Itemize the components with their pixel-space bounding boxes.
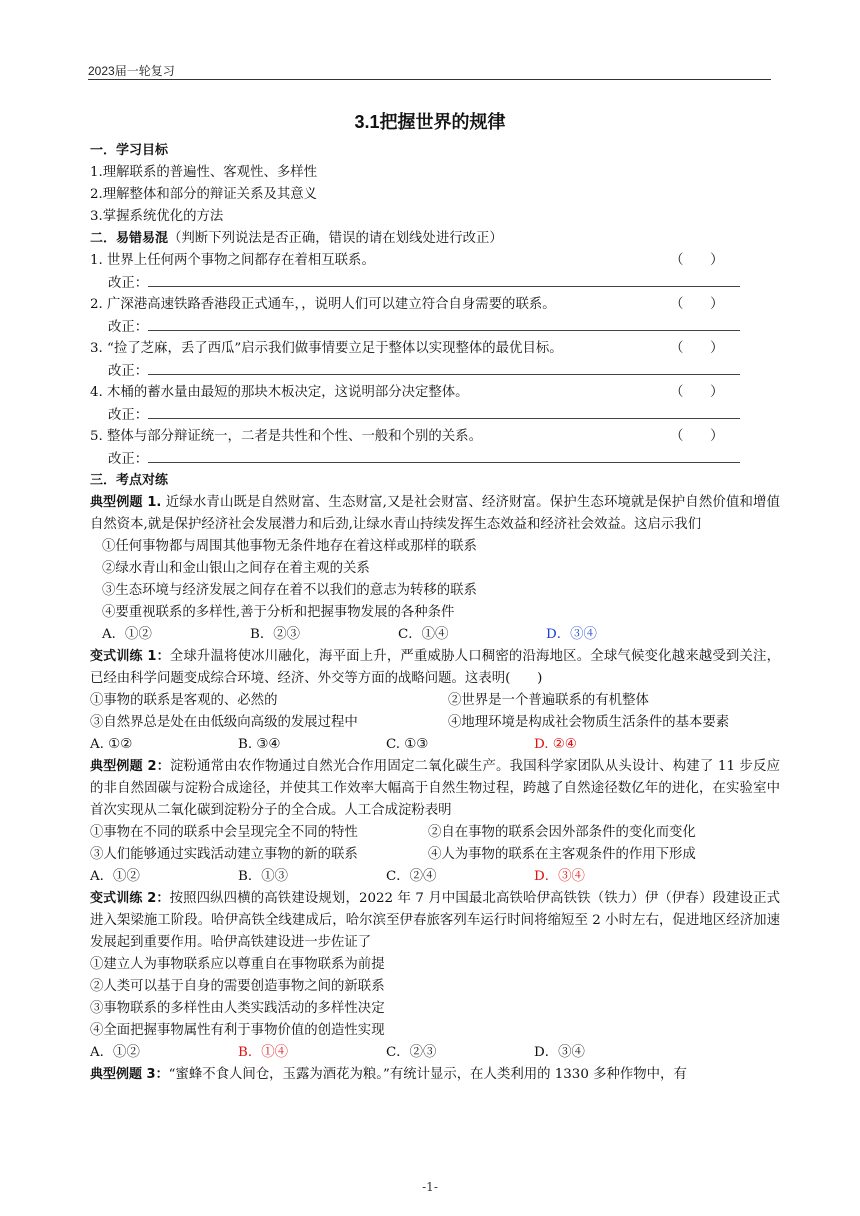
- statement-item: ③人们能够通过实践活动建立事物的新的联系: [90, 847, 358, 862]
- judge-statement: 1. 世界上任何两个事物之间都存在着相互联系。: [90, 253, 375, 268]
- correction-row: [90, 360, 780, 382]
- section-heading-mistakes-row: [90, 228, 780, 250]
- correction-label: 改正：: [108, 408, 149, 423]
- option-d[interactable]: D．③④: [534, 1045, 585, 1060]
- correction-label: 改正：: [108, 320, 149, 335]
- training-label: 变式训练 1：: [90, 649, 170, 664]
- example-text: 近绿水青山既是自然财富、生态财富,又是社会财富、经济财富。保护生态环境就是保护自然价值和增值自然资本,就是保护经济社会发展潜力和后劲,让绿水青山持续发挥生态效益和经济社会效益。这启示我们: [90, 495, 780, 532]
- correction-blank[interactable]: [148, 360, 740, 375]
- running-header: 2023届一轮复习: [88, 64, 175, 78]
- options-row: [90, 1042, 780, 1064]
- option-a[interactable]: A．①②: [90, 869, 140, 884]
- option-b[interactable]: B．①③: [238, 869, 289, 884]
- document-body: [90, 140, 780, 1086]
- judge-item: [90, 338, 780, 360]
- example-3-stem: [90, 1064, 780, 1086]
- section-heading-mistakes: 二．易错易混: [90, 231, 169, 246]
- example-1-stem: [90, 492, 780, 536]
- judge-statement: 2. 广深港高速铁路香港段正式通车，，说明人们可以建立符合自身需要的联系。: [90, 297, 556, 312]
- statement-item: ④人为事物的联系在主客观条件的作用下形成: [428, 847, 696, 862]
- section-heading-practice: 三．考点对练: [90, 473, 169, 488]
- page-number: -1-: [422, 1180, 438, 1194]
- example-text: “蜜蜂不食人间仓，玉露为酒花为粮。”有统计显示，在人类利用的 1330 多种作物中，有: [168, 1067, 687, 1082]
- statement-item: ②人类可以基于自身的需要创造事物之间的新联系: [90, 979, 385, 994]
- header-rule: [88, 79, 771, 80]
- answer-paren[interactable]: （ ）: [670, 385, 724, 400]
- option-b-answer[interactable]: B．①④: [238, 1045, 289, 1060]
- correction-blank[interactable]: [148, 404, 740, 419]
- correction-row: [90, 272, 780, 294]
- objective-item: 3.掌握系统优化的方法: [90, 209, 224, 224]
- statement-item: ②自在事物的联系会因外部条件的变化而变化: [428, 825, 696, 840]
- answer-paren[interactable]: （ ）: [670, 253, 724, 268]
- correction-blank[interactable]: [148, 272, 740, 287]
- statement-item: ①任何事物都与周围其他事物无条件地存在着这样或那样的联系: [102, 539, 477, 554]
- statement-item: ①事物在不同的联系中会呈现完全不同的特性: [90, 825, 358, 840]
- judge-statement: 3. “捡了芝麻，丢了西瓜”启示我们做事情要立足于整体以实现整体的最优目标。: [90, 341, 563, 356]
- example-label: 典型例题 3：: [90, 1067, 169, 1082]
- correction-row: [90, 316, 780, 338]
- objective-item: 2.理解整体和部分的辩证关系及其意义: [90, 187, 318, 202]
- judge-item: [90, 382, 780, 404]
- statement-item: ②绿水青山和金山银山之间存在着主观的关系: [102, 561, 370, 576]
- training-text: 全球升温将使冰川融化，海平面上升，严重威胁人口稠密的沿海地区。全球气候变化越来越受到关注，已经由科学问题变成综合环境、经济、外交等方面的战略问题。这表明( ): [90, 649, 781, 686]
- statement-item: ①事物的联系是客观的、必然的: [90, 693, 278, 708]
- statement-pair: [90, 822, 780, 844]
- example-text: 淀粉通常由农作物通过自然光合作用固定二氧化碳生产。我国科学家团队从头设计、构建了 11 步反应的非自然固碳与淀粉合成途径，并使其工作效率大幅高于自然生物过程，跨越了自然途径数亿年的进化，在实验室中首次实现从二氧化碳到淀粉分子的全合成。人工合成淀粉表明: [90, 759, 780, 818]
- option-c[interactable]: C．②④: [386, 869, 437, 884]
- statement-item: ②世界是一个普遍联系的有机整体: [448, 693, 649, 708]
- options-row: [90, 734, 780, 756]
- option-b[interactable]: B. ③④: [238, 737, 281, 752]
- training-label: 变式训练 2：: [90, 891, 170, 906]
- option-c[interactable]: C. ①③: [386, 737, 429, 752]
- option-a[interactable]: A．①②: [102, 627, 152, 642]
- correction-label: 改正：: [108, 452, 149, 467]
- option-d-answer[interactable]: D. ②④: [534, 737, 577, 752]
- training-text: 按照四纵四横的高铁建设规划，2022 年 7 月中国最北高铁哈伊高铁铁（铁力）伊（伊春）段建设正式进入架梁施工阶段。哈伊高铁全线建成后，哈尔滨至伊春旅客列车运行时间将缩短至 2 小时左右，促进地区经济加速发展起到重要作用。哈伊高铁建设进一步佐证了: [90, 891, 780, 950]
- statement-item: ③事物联系的多样性由人类实践活动的多样性决定: [90, 1001, 385, 1016]
- answer-paren[interactable]: （ ）: [670, 429, 724, 444]
- statement-pair: [90, 844, 780, 866]
- statement-item: ④地理环境是构成社会物质生活条件的基本要素: [448, 715, 730, 730]
- judge-item: [90, 250, 780, 272]
- option-b[interactable]: B．②③: [250, 627, 301, 642]
- judge-statement: 5. 整体与部分辩证统一，二者是共性和个性、一般和个别的关系。: [90, 429, 482, 444]
- statement-item: ④全面把握事物属性有利于事物价值的创造性实现: [90, 1023, 385, 1038]
- option-d-answer[interactable]: D．③④: [534, 869, 585, 884]
- example-label: 典型例题 2：: [90, 759, 170, 774]
- correction-row: [90, 404, 780, 426]
- statement-item: ③生态环境与经济发展之间存在着不以我们的意志为转移的联系: [102, 583, 477, 598]
- section-note: （判断下列说法是否正确，错误的请在划线处进行改正）: [168, 231, 503, 246]
- option-d-answer[interactable]: D．③④: [546, 627, 597, 642]
- correction-label: 改正：: [108, 364, 149, 379]
- correction-blank[interactable]: [148, 316, 740, 331]
- judge-statement: 4. 木桶的蓄水量由最短的那块木板决定，这说明部分决定整体。: [90, 385, 469, 400]
- statement-item: ④要重视联系的多样性,善于分析和把握事物发展的各种条件: [102, 605, 455, 620]
- option-a[interactable]: A. ①②: [90, 737, 133, 752]
- page-title: 3.1把握世界的规律: [354, 112, 506, 132]
- option-c[interactable]: C．①④: [398, 627, 449, 642]
- statement-pair: [90, 712, 780, 734]
- example-2-stem: [90, 756, 780, 822]
- correction-blank[interactable]: [148, 448, 740, 463]
- answer-paren[interactable]: （ ）: [670, 341, 724, 356]
- statement-item: ①建立人为事物联系应以尊重自在事物联系为前提: [90, 957, 385, 972]
- training-1-stem: [90, 646, 780, 690]
- objective-item: 1.理解联系的普遍性、客观性、多样性: [90, 165, 318, 180]
- judge-item: [90, 426, 780, 448]
- option-a[interactable]: A．①②: [90, 1045, 140, 1060]
- statement-item: ③自然界总是处在由低级向高级的发展过程中: [90, 715, 358, 730]
- options-row: [90, 866, 780, 888]
- judge-item: [90, 294, 780, 316]
- training-2-stem: [90, 888, 780, 954]
- section-heading-objectives: 一．学习目标: [90, 143, 169, 158]
- example-label: 典型例题 1.: [90, 495, 162, 510]
- options-row: [90, 624, 780, 646]
- option-c[interactable]: C．②③: [386, 1045, 437, 1060]
- statement-pair: [90, 690, 780, 712]
- correction-label: 改正：: [108, 276, 149, 291]
- answer-paren[interactable]: （ ）: [670, 297, 724, 312]
- correction-row: [90, 448, 780, 470]
